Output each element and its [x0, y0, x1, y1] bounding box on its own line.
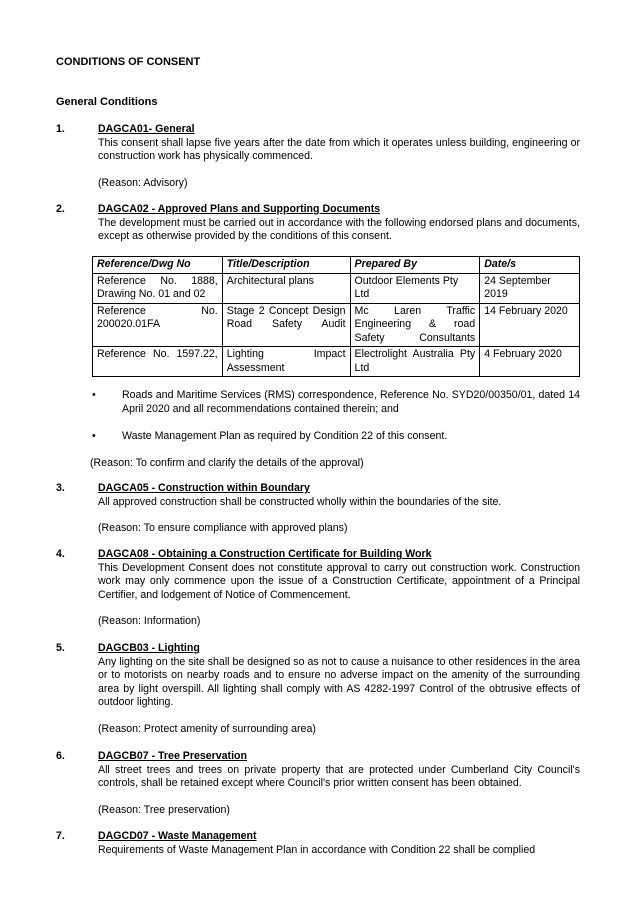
table-header-row — [93, 257, 580, 274]
table-cell: Stage 2 Concept Design Road Safety Audit — [222, 303, 350, 347]
section-2 — [98, 203, 580, 244]
bullet-text: Roads and Maritime Services (RMS) correspondence, Reference No. SYD20/00350/01, dated 14 April 2020 and all recommendations contained therein; and — [122, 389, 580, 415]
section-number: 1. — [56, 123, 65, 135]
section-6 — [98, 750, 580, 817]
section-number: 6. — [56, 750, 65, 762]
section-reason: (Reason: To confirm and clarify the details of the approval) — [90, 457, 364, 469]
section-title: DAGCA01- General — [98, 123, 195, 135]
section-body: This consent shall lapse five years after the date from which it operates unless building, engineering or construction work has physically commenced. — [98, 136, 580, 162]
table-cell: Architectural plans — [222, 273, 350, 303]
table-row — [93, 303, 580, 347]
section-body: All approved construction shall be constructed wholly within the boundaries of the site. — [98, 495, 502, 508]
table-cell: Reference No. 1597.22, — [93, 347, 223, 377]
section-body: Any lighting on the site shall be designed so as not to cause a nuisance to other residences in the area or to motorists on nearby roads and to ensure no adverse impact on the amenity of the surrounding area by light overspill. All lighting shall comply with AS 4282-1997 Control of the obtrusive effects of outdoor lighting. — [98, 655, 580, 708]
general-conditions-heading: General Conditions — [56, 96, 158, 108]
section-title: DAGCA02 - Approved Plans and Supporting Documents — [98, 203, 381, 215]
table-cell: Lighting Impact Assessment — [222, 347, 350, 377]
document-heading: CONDITIONS OF CONSENT — [56, 56, 201, 68]
table-cell: Reference No. 1888, Drawing No. 01 and 02 — [93, 273, 223, 303]
section-body: The development must be carried out in accordance with the following endorsed plans and documents, except as otherwise provided by the conditions of this consent. — [98, 216, 580, 242]
section-number: 4. — [56, 548, 65, 560]
section-body: Requirements of Waste Management Plan in accordance with Condition 22 shall be complied — [98, 843, 536, 856]
section-reason: (Reason: Tree preservation) — [98, 803, 230, 816]
table-row — [93, 273, 580, 303]
endorsed-plans-table — [92, 256, 580, 377]
section-title: DAGCB07 - Tree Preservation — [98, 750, 247, 762]
column-header: Date/s — [480, 257, 580, 274]
section-3 — [98, 482, 580, 536]
section-4 — [98, 548, 580, 629]
table-cell: 24 September 2019 — [480, 273, 580, 303]
section-1 — [98, 123, 580, 190]
section-reason: (Reason: To ensure compliance with approved plans) — [98, 522, 348, 534]
column-header: Reference/Dwg No — [93, 257, 223, 274]
section-reason: (Reason: Advisory) — [98, 176, 188, 189]
column-header: Title/Description — [222, 257, 350, 274]
section-title: DAGCD07 - Waste Management — [98, 830, 257, 842]
section-number: 2. — [56, 203, 65, 215]
section-reason: (Reason: Protect amenity of surrounding area) — [98, 722, 316, 735]
section-title: DAGCA05 - Construction within Boundary — [98, 482, 310, 494]
section-5 — [98, 642, 580, 736]
table-cell: Reference No. 200020.01FA — [93, 303, 223, 347]
section-title: DAGCB03 - Lighting — [98, 642, 200, 654]
section-7 — [98, 830, 580, 857]
table-cell: 14 February 2020 — [480, 303, 580, 347]
table-cell: Electrolight Australia Pty Ltd — [350, 347, 480, 377]
table-cell: Outdoor Elements Pty Ltd — [350, 273, 480, 303]
section-title: DAGCA08 - Obtaining a Construction Certificate for Building Work — [98, 548, 432, 560]
table-cell: Mc Laren Traffic Engineering & road Safety Consultants — [350, 303, 480, 347]
bullet-icon: • — [92, 430, 96, 442]
bullet-icon: • — [92, 389, 96, 401]
section-body: All street trees and trees on private property that are protected under Cumberland City Council's controls, shall be retained except where Council's prior written consent has been obtained. — [98, 763, 580, 789]
section-reason: (Reason: Information) — [98, 615, 201, 627]
table-row — [93, 347, 580, 377]
bullet-text: Waste Management Plan as required by Condition 22 of this consent. — [122, 430, 448, 442]
column-header: Prepared By — [350, 257, 480, 274]
section-body: This Development Consent does not constitute approval to carry out construction work. Construction work may only commence upon the issue of a Construction Certificate, appointment of a Principal Certifier, and lodgement of Notice of Commencement. — [98, 561, 580, 601]
section-number: 3. — [56, 482, 65, 494]
section-number: 7. — [56, 830, 65, 842]
section-number: 5. — [56, 642, 65, 654]
table-cell: 4 February 2020 — [480, 347, 580, 377]
